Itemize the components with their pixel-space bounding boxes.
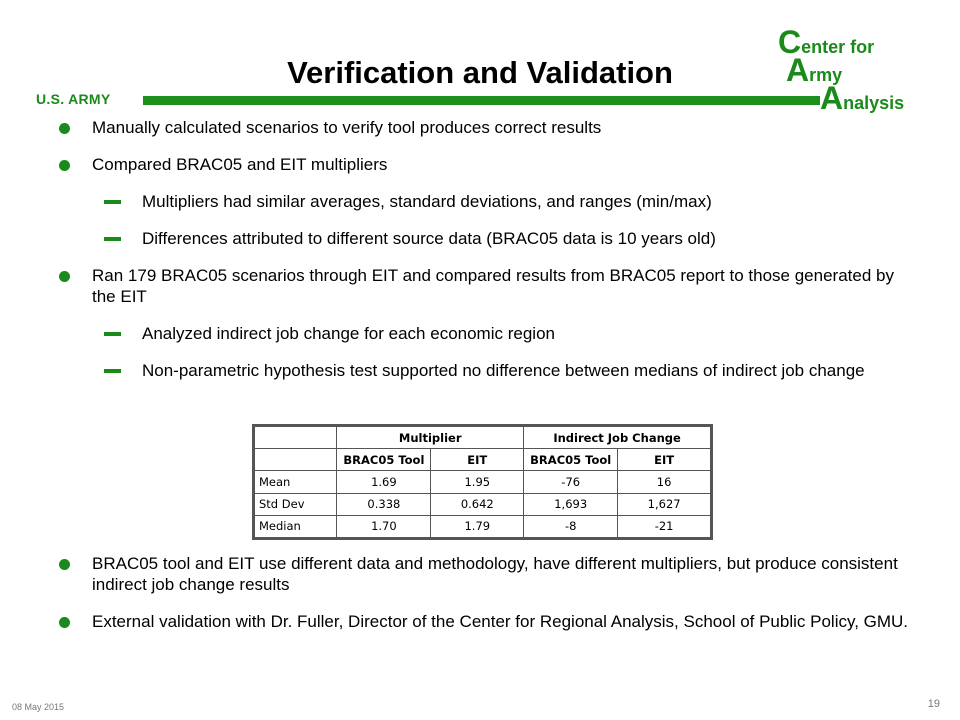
- table-cell: 16: [618, 471, 711, 493]
- logo-initial-a1: A: [786, 52, 810, 88]
- table-group-multiplier: Multiplier: [337, 427, 524, 449]
- bullet-text: Compared BRAC05 and EIT multipliers: [92, 155, 388, 174]
- bullet-text: External validation with Dr. Fuller, Director of the Center for Regional Analysis, School of Public Policy, GMU.: [92, 612, 909, 631]
- dash-bullet-icon: [104, 369, 121, 373]
- subbullet-text: Non-parametric hypothesis test supported no difference between medians of indirect job change: [142, 361, 865, 380]
- logo-initial-c: C: [778, 24, 802, 60]
- table-cell: 1.79: [431, 515, 524, 537]
- table-cell: 0.642: [431, 493, 524, 515]
- table-row-label: Mean: [255, 471, 337, 493]
- dash-bullet-icon: [104, 332, 121, 336]
- dash-bullet-icon: [104, 237, 121, 241]
- bullet-text: Ran 179 BRAC05 scenarios through EIT and compared results from BRAC05 report to those generated by the EIT: [92, 266, 894, 306]
- table-row: [255, 493, 711, 515]
- bullet-ran-scenarios: [57, 265, 917, 307]
- table-corner-cell: [255, 427, 337, 449]
- subbullet-text: Multipliers had similar averages, standard deviations, and ranges (min/max): [142, 192, 712, 211]
- center-for-army-analysis-logo: [778, 26, 938, 116]
- table-group-indirect-job-change: Indirect Job Change: [524, 427, 711, 449]
- bullet-text: BRAC05 tool and EIT use different data and methodology, have different multipliers, but produce consistent indirect job change results: [92, 554, 898, 594]
- subbullet-similar-averages: [142, 191, 917, 212]
- page-number: 19: [927, 698, 940, 710]
- footer-date: 08 May 2015: [12, 702, 65, 712]
- table-cell: -8: [524, 515, 618, 537]
- army-label: U.S. ARMY: [36, 91, 111, 107]
- bullet-dot-icon: [59, 617, 70, 628]
- bullet-external-validation: [57, 611, 917, 632]
- bullet-dot-icon: [59, 559, 70, 570]
- table-cell: -76: [524, 471, 618, 493]
- table-cell: 0.338: [337, 493, 431, 515]
- logo-text-nalysis: nalysis: [843, 93, 905, 113]
- dash-bullet-icon: [104, 200, 121, 204]
- table-cell: 1,693: [524, 493, 618, 515]
- subbullet-hypothesis-test: [142, 360, 917, 381]
- table-row-label: Std Dev: [255, 493, 337, 515]
- table-row: [255, 471, 711, 493]
- table-subheader-row: [255, 449, 711, 471]
- title-divider-bar: [143, 96, 820, 105]
- subbullet-analyzed-job-change: [142, 323, 917, 344]
- bullet-manual-calc: [57, 117, 917, 138]
- bullet-consistent-results: [57, 553, 917, 595]
- table-group-header-row: [255, 427, 711, 449]
- page-title: Verification and Validation: [287, 55, 673, 90]
- bullet-text: Manually calculated scenarios to verify tool produces correct results: [92, 118, 602, 137]
- table-col-header: EIT: [618, 449, 711, 471]
- logo-text-center-for: enter for: [801, 37, 875, 57]
- subbullet-text: Analyzed indirect job change for each economic region: [142, 324, 555, 343]
- table-cell: 1,627: [618, 493, 711, 515]
- bullet-dot-icon: [59, 160, 70, 171]
- bullet-compared-multipliers: [57, 154, 917, 175]
- table-col-header: BRAC05 Tool: [337, 449, 431, 471]
- table-col-header: BRAC05 Tool: [524, 449, 618, 471]
- slide-body: [57, 117, 917, 397]
- table-corner-cell: [255, 449, 337, 471]
- table-col-header: EIT: [431, 449, 524, 471]
- subbullet-text: Differences attributed to different source data (BRAC05 data is 10 years old): [142, 229, 716, 248]
- slide-body-lower: [57, 553, 917, 648]
- logo-initial-a2: A: [820, 80, 844, 116]
- table-row: [255, 515, 711, 537]
- logo-text-rmy: rmy: [809, 65, 843, 85]
- subbullet-differences-attributed: [142, 228, 917, 249]
- table-cell: 1.70: [337, 515, 431, 537]
- table-row-label: Median: [255, 515, 337, 537]
- table-cell: 1.69: [337, 471, 431, 493]
- comparison-table: [252, 424, 713, 540]
- bullet-dot-icon: [59, 271, 70, 282]
- bullet-dot-icon: [59, 123, 70, 134]
- table-cell: 1.95: [431, 471, 524, 493]
- table-cell: -21: [618, 515, 711, 537]
